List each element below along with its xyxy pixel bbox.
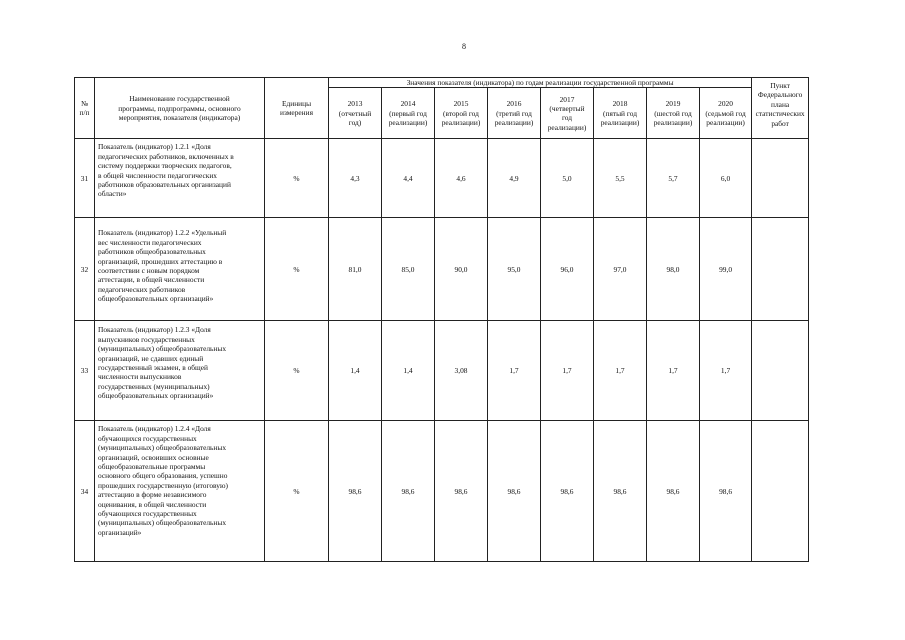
- row-num: 31: [75, 139, 95, 218]
- table-row: [75, 321, 809, 421]
- value-cell: 85,0: [382, 218, 435, 321]
- value-cell: 1,7: [647, 321, 700, 421]
- value-cell: 5,5: [594, 139, 647, 218]
- row-num: 34: [75, 421, 95, 562]
- table-row: [75, 218, 809, 321]
- value-cell: 98,6: [382, 421, 435, 562]
- table-row: [75, 139, 809, 218]
- value-cell: 96,0: [541, 218, 594, 321]
- row-name: Показатель (индикатор) 1.2.3 «Доля выпускников государственных (муниципальных) общеобразовательных организаций, не сдавших единый государственный экзамен, в общей численности выпускников государственных (муниципальных) общеобразовательных организаций»: [95, 321, 265, 421]
- value-cell: 1,4: [329, 321, 382, 421]
- header-year-2014: 2014 (первый год реализации): [382, 88, 435, 139]
- value-cell: 98,0: [647, 218, 700, 321]
- header-year-2016: 2016 (третий год реализации): [488, 88, 541, 139]
- header-num: № п/п: [75, 78, 95, 139]
- value-cell: 95,0: [488, 218, 541, 321]
- value-cell: 1,4: [382, 321, 435, 421]
- header-name: Наименование государственной программы, подпрограммы, основного мероприятия, показателя (индикатора): [95, 78, 265, 139]
- value-cell: 98,6: [594, 421, 647, 562]
- value-cell: 4,6: [435, 139, 488, 218]
- value-cell: 4,4: [382, 139, 435, 218]
- value-cell: 6,0: [700, 139, 752, 218]
- row-unit: %: [265, 421, 329, 562]
- value-cell: 98,6: [488, 421, 541, 562]
- row-unit: %: [265, 139, 329, 218]
- row-num: 32: [75, 218, 95, 321]
- value-cell: 98,6: [329, 421, 382, 562]
- row-name: Показатель (индикатор) 1.2.4 «Доля обучающихся государственных (муниципальных) общеобразовательных организаций, освоивших основные общеобразовательные программы основного общего образования, успешно прошедших государственную (итоговую) аттестацию в форме независимого оценивания, в общей численности обучающихся государственных (муниципальных) общеобразовательных организаций»: [95, 421, 265, 562]
- value-cell: 98,6: [541, 421, 594, 562]
- row-name: Показатель (индикатор) 1.2.1 «Доля педагогических работников, включенных в систему поддержки творческих педагогов, в общей численности педагогических работников образовательных организаций области»: [95, 139, 265, 218]
- header-year-2013: 2013 (отчетный год): [329, 88, 382, 139]
- row-num: 33: [75, 321, 95, 421]
- value-cell: 99,0: [700, 218, 752, 321]
- fed-plan-cell: [752, 321, 809, 421]
- value-cell: 1,7: [488, 321, 541, 421]
- header-fed-plan: Пункт Федерального плана статистических работ: [752, 78, 809, 139]
- value-cell: 1,7: [594, 321, 647, 421]
- value-cell: 5,7: [647, 139, 700, 218]
- value-cell: 5,0: [541, 139, 594, 218]
- fed-plan-cell: [752, 218, 809, 321]
- fed-plan-cell: [752, 139, 809, 218]
- value-cell: 98,6: [647, 421, 700, 562]
- value-cell: 98,6: [700, 421, 752, 562]
- header-unit: Единицы измерения: [265, 78, 329, 139]
- header-values-group: Значения показателя (индикатора) по годам реализации государственной программы: [329, 78, 752, 88]
- page-number: 8: [462, 42, 466, 51]
- value-cell: 98,6: [435, 421, 488, 562]
- header-year-2019: 2019 (шестой год реализации): [647, 88, 700, 139]
- header-year-2020: 2020 (седьмой год реализации): [700, 88, 752, 139]
- row-unit: %: [265, 218, 329, 321]
- row-unit: %: [265, 321, 329, 421]
- value-cell: 90,0: [435, 218, 488, 321]
- row-name: Показатель (индикатор) 1.2.2 «Удельный вес численности педагогических работников общеобразовательных организаций, прошедших аттестацию в соответствии с новым порядком аттестации, в общей численности педагогических работников общеобразовательных организаций»: [95, 218, 265, 321]
- value-cell: 97,0: [594, 218, 647, 321]
- header-year-2015: 2015 (второй год реализации): [435, 88, 488, 139]
- value-cell: 1,7: [700, 321, 752, 421]
- value-cell: 1,7: [541, 321, 594, 421]
- indicator-table: [74, 77, 809, 562]
- value-cell: 4,3: [329, 139, 382, 218]
- header-year-2017: 2017 (четвертый год реализации): [541, 88, 594, 139]
- fed-plan-cell: [752, 421, 809, 562]
- table-row: [75, 421, 809, 562]
- value-cell: 3,08: [435, 321, 488, 421]
- value-cell: 81,0: [329, 218, 382, 321]
- header-year-2018: 2018 (пятый год реализации): [594, 88, 647, 139]
- value-cell: 4,9: [488, 139, 541, 218]
